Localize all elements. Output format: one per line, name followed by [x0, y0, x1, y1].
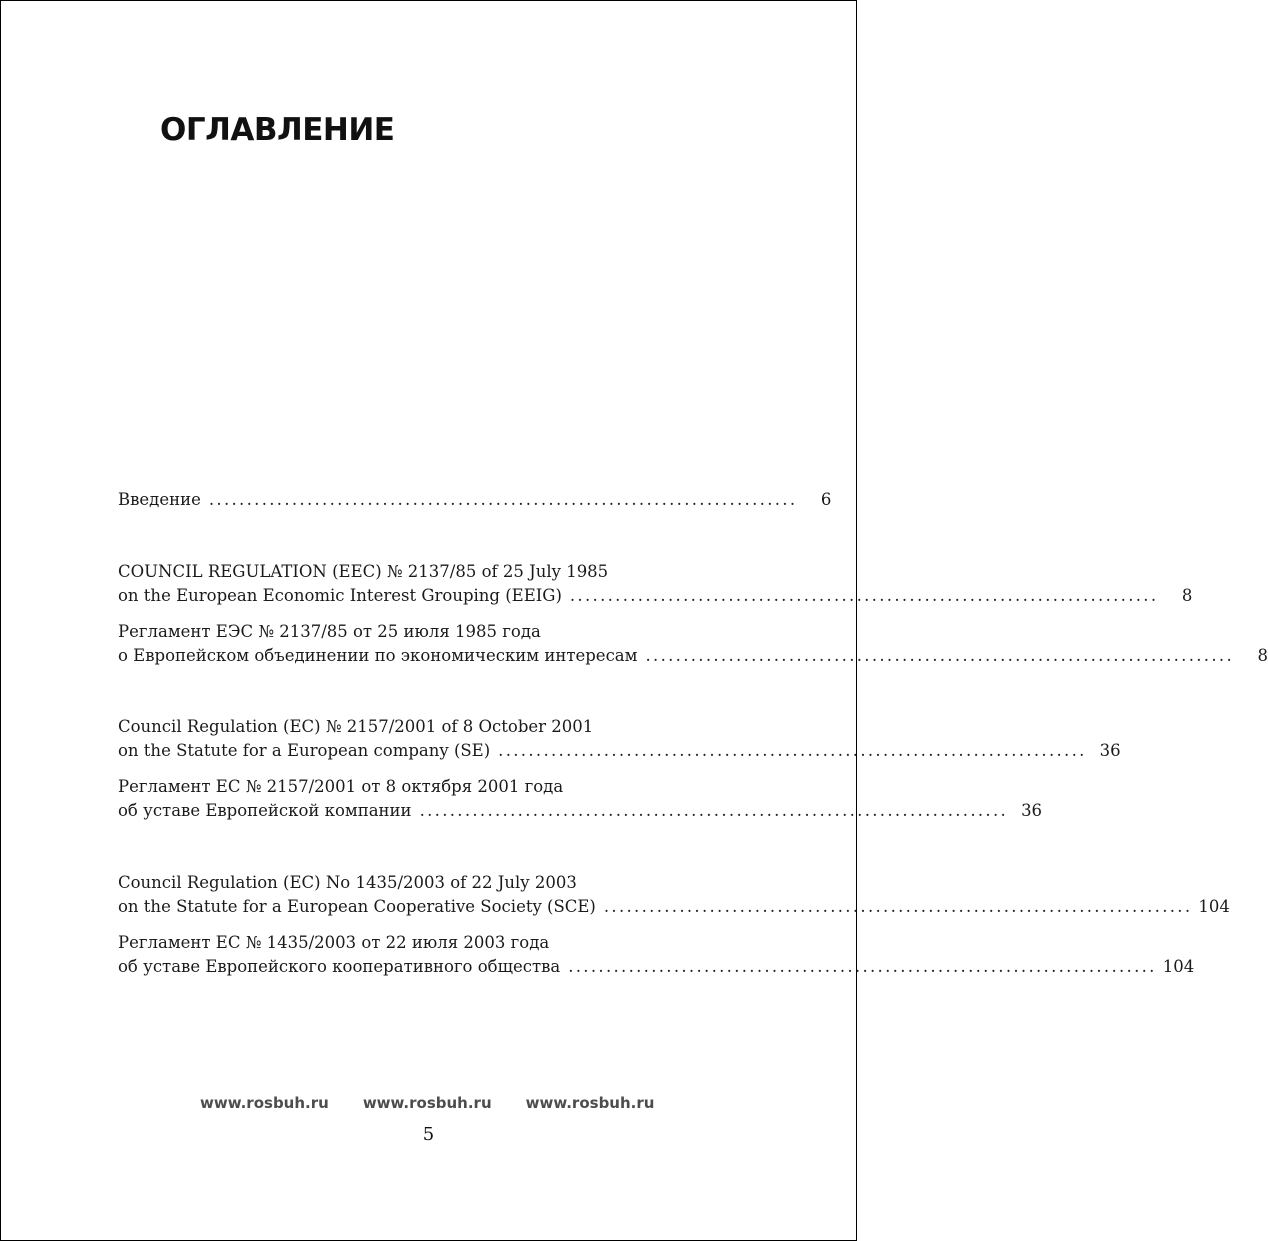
toc-page-number: 6 — [820, 490, 832, 509]
page-title: ОГЛАВЛЕНИЕ — [160, 112, 395, 148]
footer-link[interactable]: www.rosbuh.ru — [525, 1094, 655, 1112]
toc-entry-title-line1: Регламент ЕЭС № 2137/85 от 25 июля 1985 года — [118, 622, 541, 641]
dot-leader: .............................................................................. — [603, 897, 1193, 916]
toc-entry-se-en[interactable] — [118, 715, 1121, 763]
toc-page-number: 104 — [1198, 897, 1230, 916]
toc-page-number: 36 — [1021, 801, 1043, 820]
toc-entry-sce-en[interactable] — [118, 871, 1230, 919]
dot-leader: .............................................................................. — [419, 801, 1009, 820]
dot-leader: .............................................................................. — [208, 490, 798, 509]
toc-entry-title-line1: Регламент ЕС № 2157/2001 от 8 октября 2001 года — [118, 777, 564, 796]
toc-entry-title-line2: об уставе Европейского кооперативного общества — [118, 957, 561, 976]
page-number: 5 — [422, 1124, 435, 1145]
toc-entry-eeig-ru[interactable] — [118, 620, 1268, 668]
footer-link[interactable]: www.rosbuh.ru — [200, 1094, 329, 1112]
footer-links — [200, 1094, 654, 1112]
toc-page-number: 104 — [1162, 957, 1195, 976]
toc-entry-title-line2: о Европейском объединении по экономическим интересам — [118, 646, 638, 665]
toc-entry-title-line2: on the Statute for a European company (SE) — [118, 741, 491, 760]
dot-leader: .............................................................................. — [569, 586, 1159, 605]
toc-entry-title-line2: on the European Economic Interest Grouping (EEIG) — [118, 586, 562, 605]
dot-leader: .............................................................................. — [498, 741, 1087, 760]
toc-entry-title: Введение — [118, 490, 201, 509]
toc-entry-title-line2: об уставе Европейской компании — [118, 801, 412, 820]
toc-page-number: 36 — [1099, 741, 1121, 760]
toc-entry-title-line1: Council Regulation (EC) No 1435/2003 of 22 July 2003 — [118, 873, 577, 892]
toc-entry-se-ru[interactable] — [118, 775, 1043, 823]
footer-link[interactable]: www.rosbuh.ru — [362, 1094, 492, 1112]
toc-page-number: 8 — [1257, 646, 1268, 665]
toc-entry-sce-ru[interactable] — [118, 931, 1195, 979]
toc-entry-title-line1: COUNCIL REGULATION (EEC) № 2137/85 of 25 July 1985 — [118, 562, 609, 581]
toc-entry-title-line2: on the Statute for a European Cooperative Society (SCE) — [118, 897, 596, 916]
dot-leader: .............................................................................. — [568, 957, 1157, 976]
toc-entry-intro[interactable] — [118, 488, 832, 512]
toc-entry-title-line1: Регламент ЕС № 1435/2003 от 22 июля 2003 года — [118, 933, 550, 952]
toc-page-number: 8 — [1181, 586, 1193, 605]
dot-leader: .............................................................................. — [645, 646, 1234, 665]
toc-entry-title-line1: Council Regulation (EC) № 2157/2001 of 8 October 2001 — [118, 717, 594, 736]
toc-entry-eeig-en[interactable] — [118, 560, 1193, 608]
